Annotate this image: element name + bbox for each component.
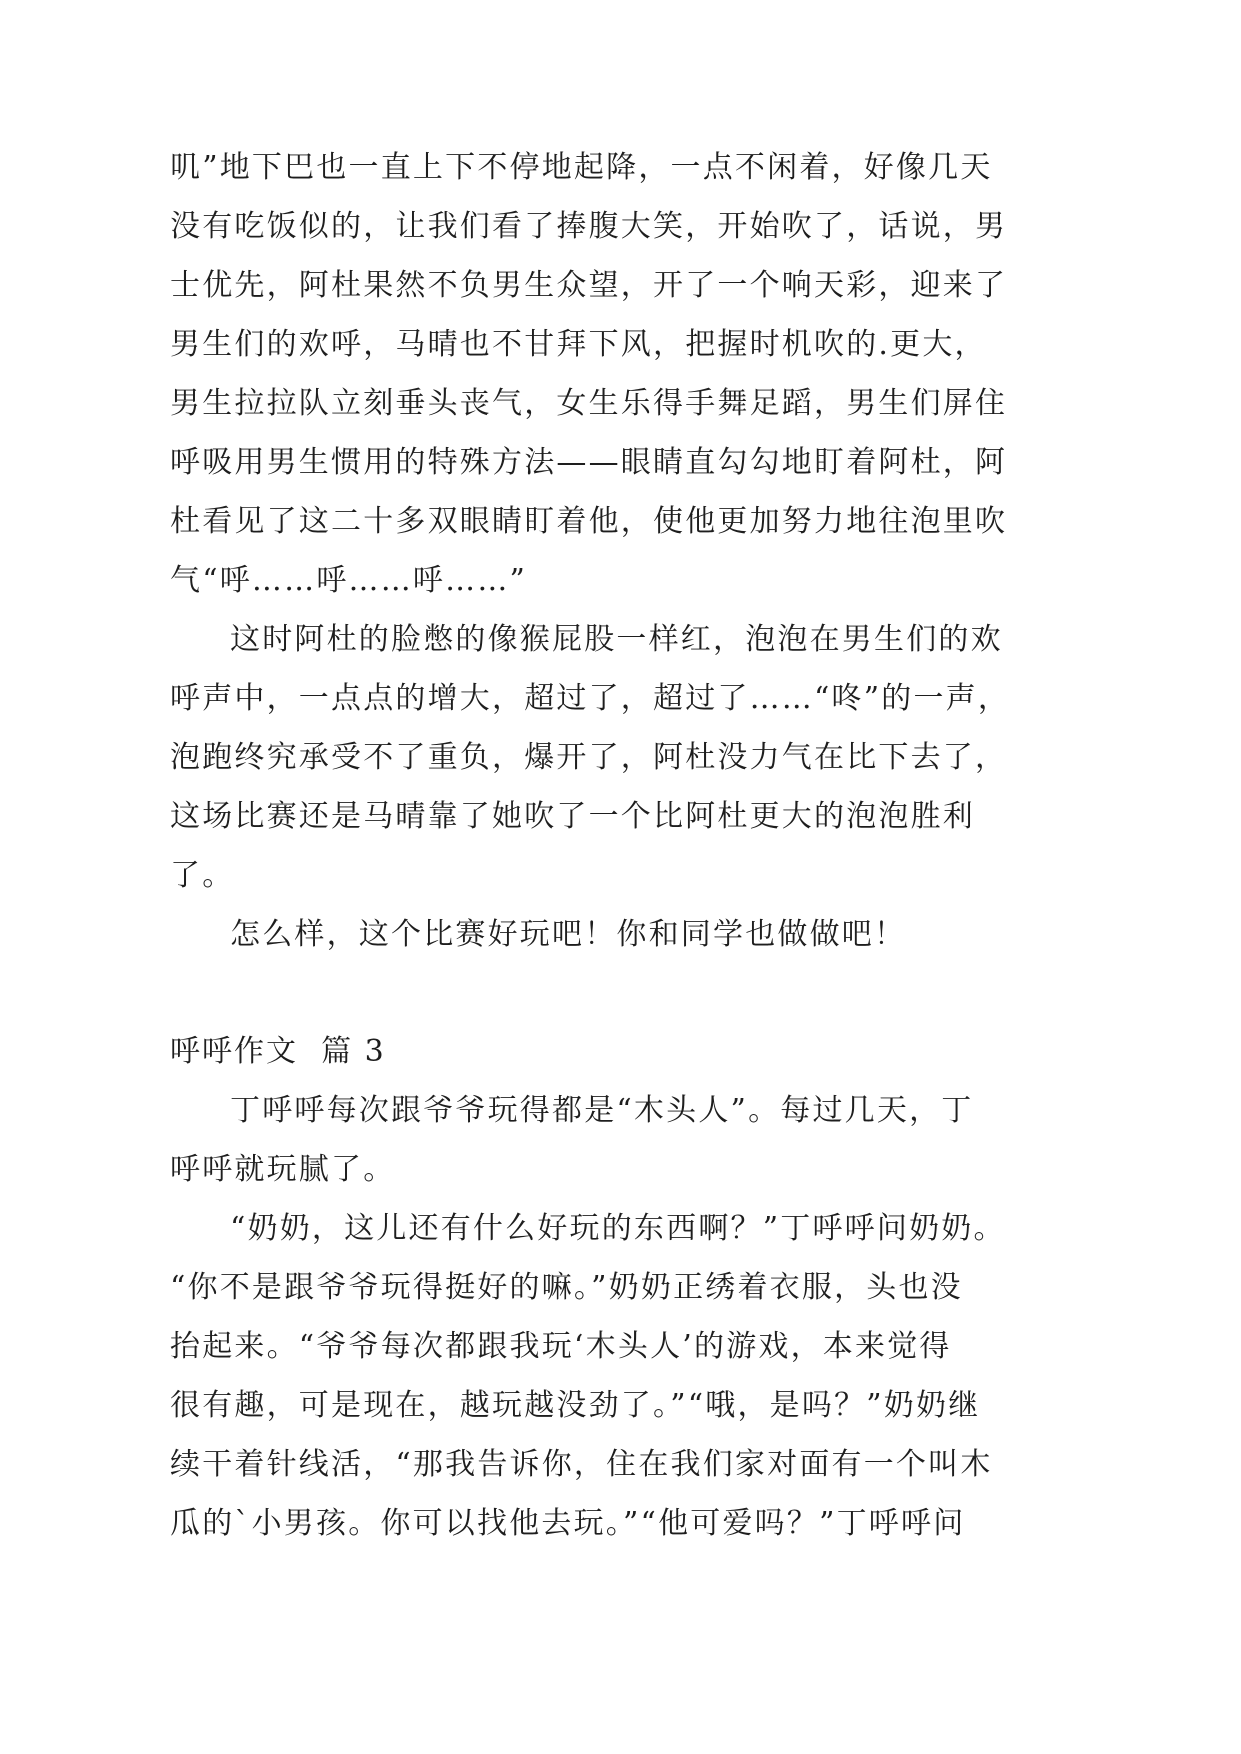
section-heading: 呼呼作文 篇 3 [170, 1034, 386, 1069]
text-line: 士优先，阿杜果然不负男生众望，开了一个响天彩，迎来了 [170, 268, 1008, 303]
text-line: 没有吃饭似的，让我们看了捧腹大笑，开始吹了，话说，男 [170, 209, 1008, 244]
text-line: 丁呼呼每次跟爷爷玩得都是“木头人”。每过几天，丁 [230, 1093, 974, 1128]
text-line: 很有趣，可是现在，越玩越没劲了。”“哦，是吗？”奶奶继 [170, 1388, 981, 1423]
text-line: 呼呼就玩腻了。 [170, 1152, 396, 1187]
text-line: 怎么样，这个比赛好玩吧！你和同学也做做吧！ [230, 917, 907, 952]
text-line: 泡跑终究承受不了重负，爆开了，阿杜没力气在比下去了， [170, 740, 1008, 775]
text-line: 这时阿杜的脸憋的像猴屁股一样红，泡泡在男生们的欢 [230, 622, 1003, 657]
text-line: 抬起来。“爷爷每次都跟我玩‘木头人’的游戏，本来觉得 [170, 1329, 952, 1364]
text-line: 了。 [170, 858, 235, 893]
text-line: 杜看见了这二十多双眼睛盯着他，使他更加努力地往泡里吹 [170, 504, 1008, 539]
text-line: 瓜的`小男孩。你可以找他去玩。”“他可爱吗？”丁呼呼问 [170, 1506, 966, 1541]
text-line: 男生们的欢呼，马晴也不甘拜下风，把握时机吹的.更大， [170, 327, 987, 362]
text-line: “奶奶，这儿还有什么好玩的东西啊？”丁呼呼问奶奶。 [230, 1211, 1006, 1246]
text-line: “你不是跟爷爷玩得挺好的嘛。”奶奶正绣着衣服，头也没 [170, 1270, 963, 1305]
text-line: 男生拉拉队立刻垂头丧气，女生乐得手舞足蹈，男生们屏住 [170, 386, 1008, 421]
text-line: 气“呼……呼……呼……” [170, 563, 528, 598]
text-line: 叽”地下巴也一直上下不停地起降，一点不闲着，好像几天 [170, 150, 993, 185]
text-line: 呼声中，一点点的增大，超过了，超过了……“咚”的一声， [170, 681, 1011, 716]
text-line: 这场比赛还是马晴靠了她吹了一个比阿杜更大的泡泡胜利 [170, 799, 975, 834]
text-line: 呼吸用男生惯用的特殊方法——眼睛直勾勾地盯着阿杜，阿 [170, 445, 1008, 480]
text-line: 续干着针线活，“那我告诉你，住在我们家对面有一个叫木 [170, 1447, 993, 1482]
